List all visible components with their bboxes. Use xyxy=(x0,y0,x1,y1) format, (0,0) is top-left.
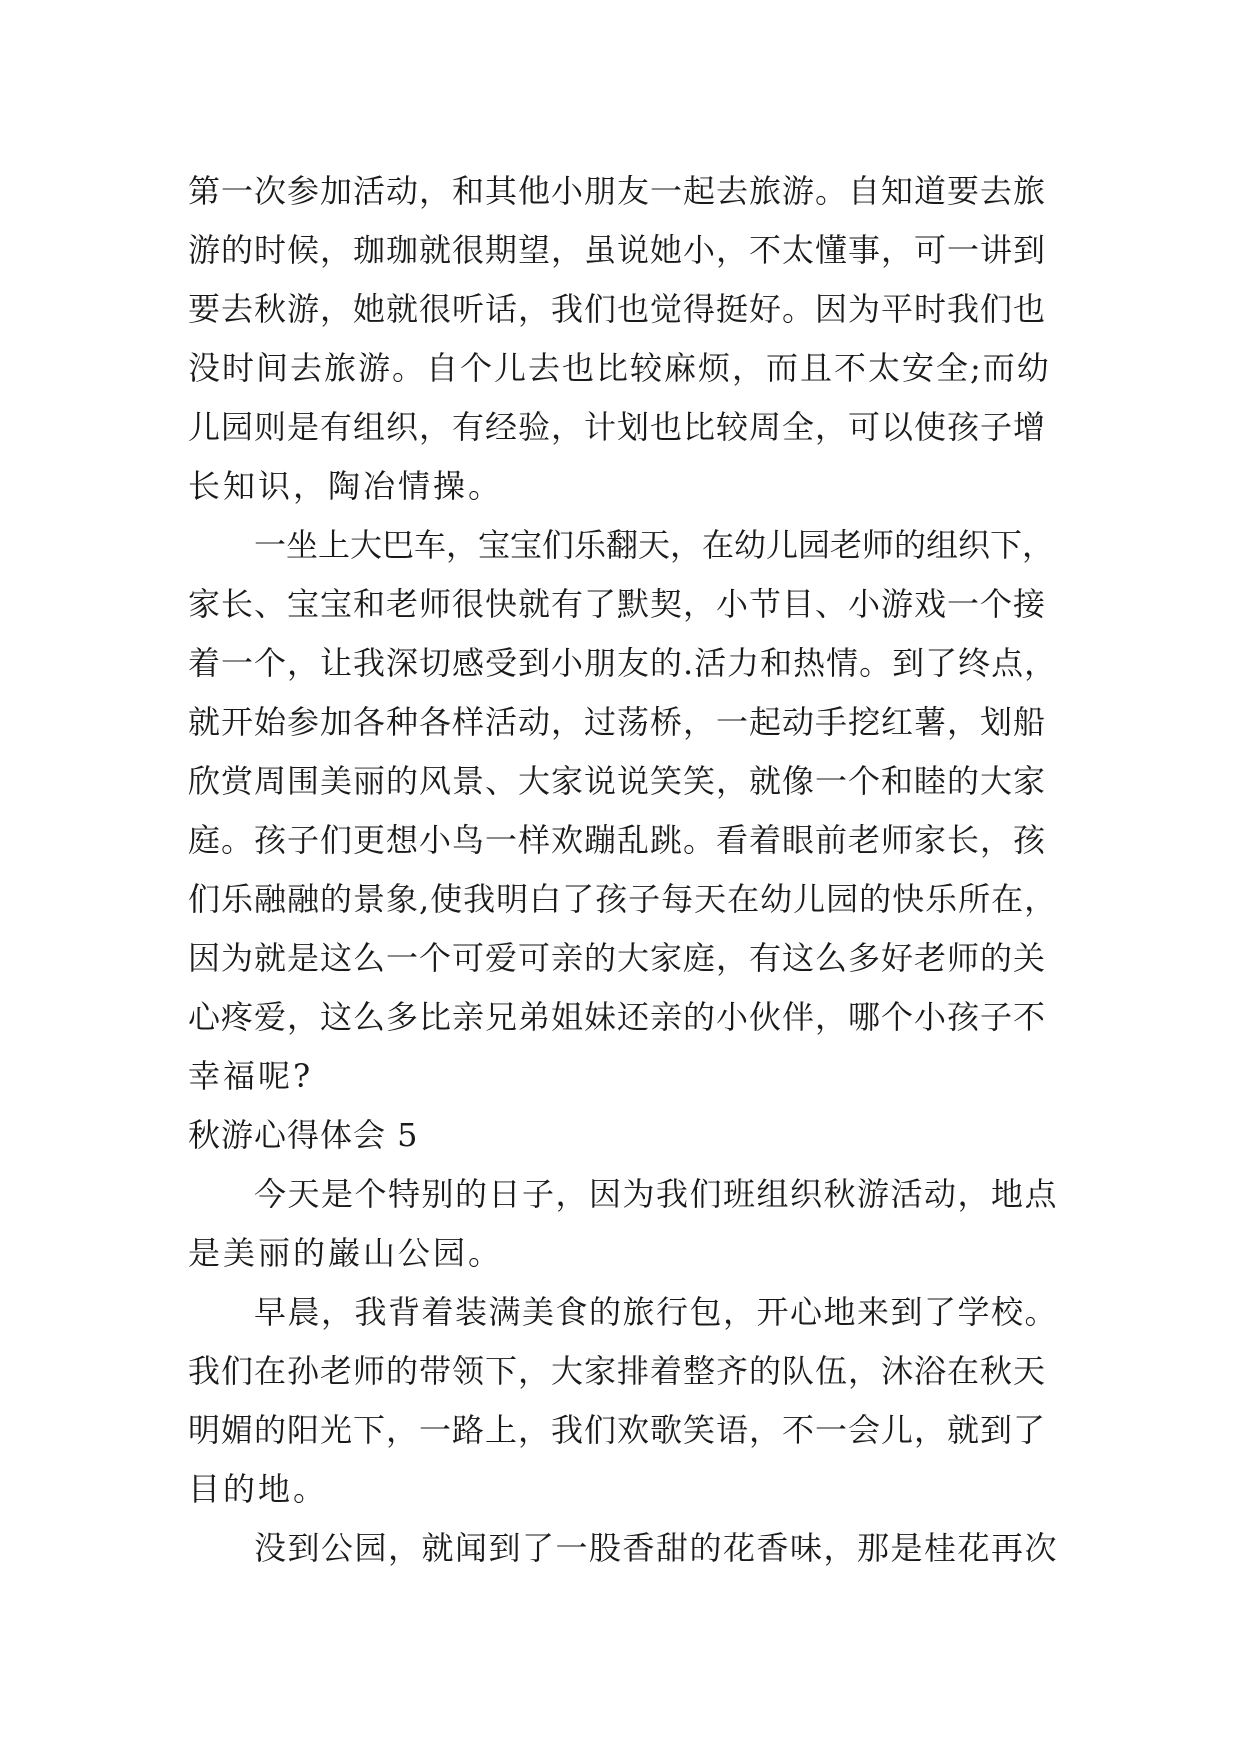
paragraph-start-line: 早晨，我背着装满美食的旅行包，开心地来到了学校。 xyxy=(254,1293,1059,1331)
text-line: 家长、宝宝和老师很快就有了默契，小节目、小游戏一个接 xyxy=(188,585,1047,623)
text-line: 长知识，陶冶情操。 xyxy=(188,467,504,505)
text-line: 欣赏周围美丽的风景、大家说说笑笑，就像一个和睦的大家 xyxy=(188,762,1047,800)
text-line: 我们在孙老师的带领下，大家排着整齐的队伍，沐浴在秋天 xyxy=(188,1352,1047,1390)
text-line: 幸福呢? xyxy=(188,1057,314,1095)
text-line: 没时间去旅游。自个儿去也比较麻烦，而且不太安全;而幼 xyxy=(188,349,1051,387)
text-line: 第一次参加活动，和其他小朋友一起去旅游。自知道要去旅 xyxy=(188,172,1047,210)
text-line: 明媚的阳光下，一路上，我们欢歌笑语，不一会儿，就到了 xyxy=(188,1411,1047,1449)
text-line: 目的地。 xyxy=(188,1470,329,1508)
section-heading: 秋游心得体会 5 xyxy=(188,1116,419,1154)
document-body xyxy=(188,162,1058,1578)
text-line: 是美丽的巌山公园。 xyxy=(188,1234,504,1272)
text-line: 着一个，让我深切感受到小朋友的.活力和热情。到了终点， xyxy=(188,644,1058,682)
paragraph-start-line: 今天是个特别的日子，因为我们班组织秋游活动，地点 xyxy=(254,1175,1059,1213)
text-line: 们乐融融的景象,使我明白了孩子每天在幼儿园的快乐所在， xyxy=(188,880,1058,918)
text-line: 就开始参加各种各样活动，过荡桥，一起动手挖红薯，划船 xyxy=(188,703,1047,741)
text-line: 儿园则是有组织，有经验，计划也比较周全，可以使孩子增 xyxy=(188,408,1047,446)
text-line: 因为就是这么一个可爱可亲的大家庭，有这么多好老师的关 xyxy=(188,939,1047,977)
paragraph-start-line: 没到公园，就闻到了一股香甜的花香味，那是桂花再次 xyxy=(254,1529,1059,1567)
text-line: 心疼爱，这么多比亲兄弟姐妹还亲的小伙伴，哪个小孩子不 xyxy=(188,998,1047,1036)
text-line: 游的时候，珈珈就很期望，虽说她小，不太懂事，可一讲到 xyxy=(188,231,1047,269)
paragraph-start-line: 一坐上大巴车，宝宝们乐翻天，在幼儿园老师的组织下， xyxy=(254,526,1055,564)
text-line: 庭。孩子们更想小鸟一样欢蹦乱跳。看着眼前老师家长，孩 xyxy=(188,821,1047,859)
text-line: 要去秋游，她就很听话，我们也觉得挺好。因为平时我们也 xyxy=(188,290,1047,328)
